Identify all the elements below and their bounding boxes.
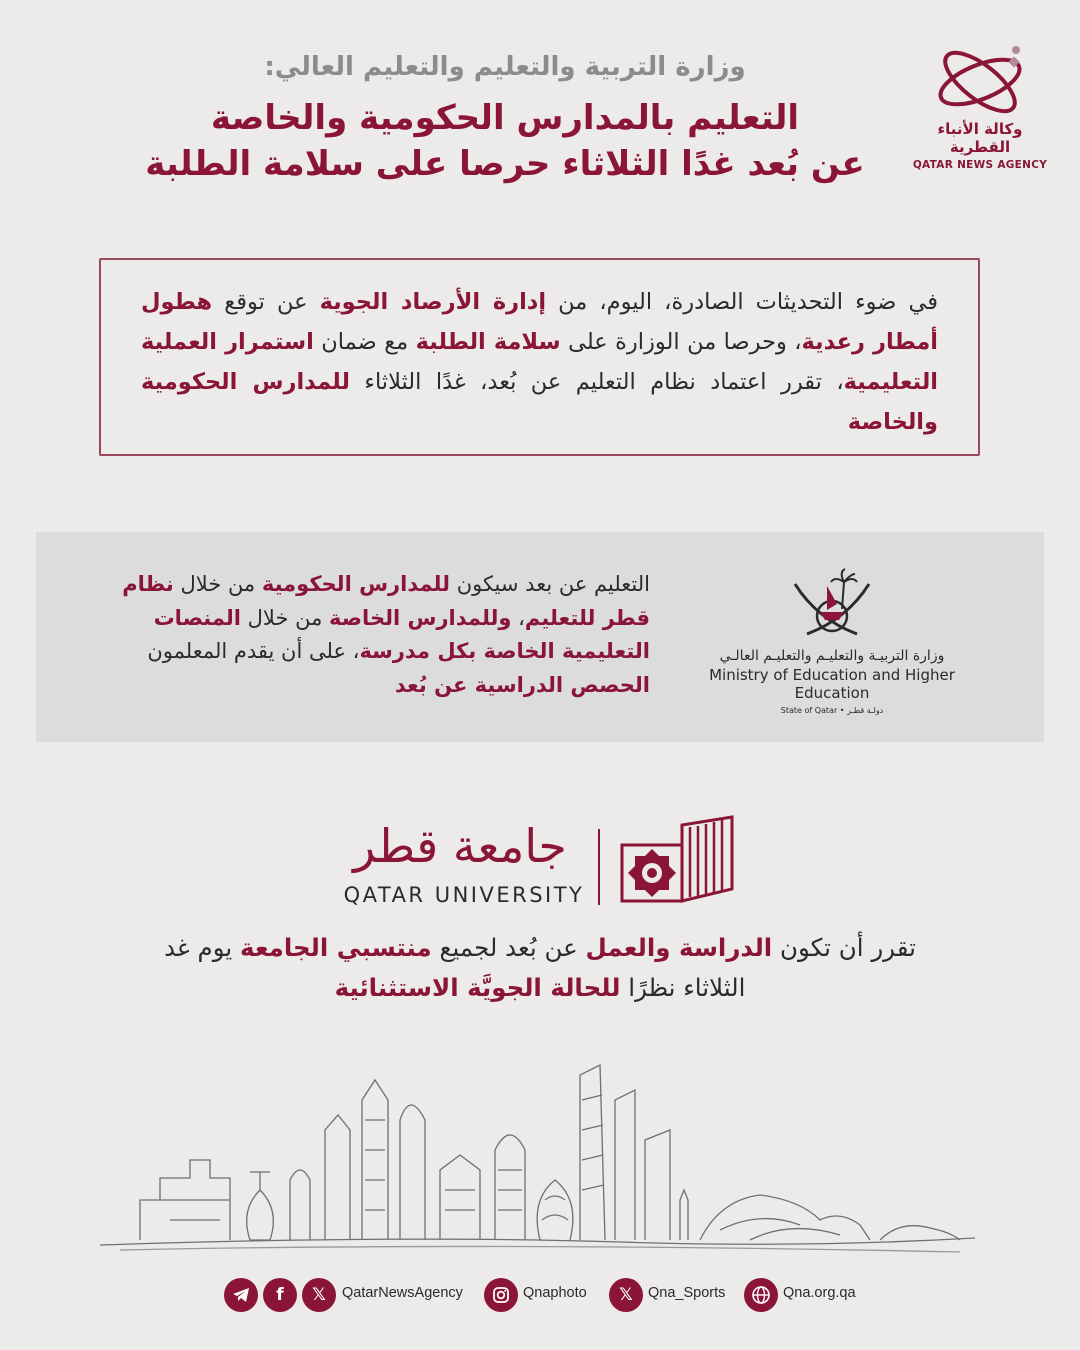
university-highlight: منتسبي الجامعة	[239, 933, 432, 962]
ministry-highlight: المنصات التعليمية الخاصة بكل مدرسة	[153, 605, 650, 664]
x-icon[interactable]: 𝕏	[302, 1278, 336, 1312]
instagram-icon[interactable]	[484, 1278, 518, 1312]
qu-emblem-icon	[620, 815, 740, 905]
handle-qnaphoto[interactable]: Qnaphoto	[523, 1285, 587, 1301]
box1-text: ، وحرصا من الوزارة على	[560, 329, 802, 356]
header	[120, 52, 890, 188]
box1-text: عن توقع	[212, 289, 320, 315]
ministry-highlight: الحصص الدراسية عن بُعد	[394, 672, 650, 697]
ministry-highlight: للمدارس الحكومية	[261, 572, 451, 596]
qna-logo	[905, 38, 1055, 171]
box1-text: مع ضمان	[313, 329, 416, 356]
header-title-line1: التعليم بالمدارس الحكومية والخاصة	[210, 98, 800, 138]
qna-arabic-name: وكالة الأنباء القطرية	[937, 120, 1023, 156]
qatar-emblem-icon	[787, 564, 877, 642]
qna-emblem-icon	[930, 38, 1030, 118]
ministry-logo	[672, 564, 992, 715]
ministry-text: ، على أن يقدم المعلمون	[147, 639, 360, 664]
university-text: يوم غد الثلاثاء نظرًا	[164, 933, 746, 1002]
ministry-text: من خلال	[173, 572, 262, 596]
header-subtitle: وزارة التربية والتعليم والتعليم العالي:	[264, 52, 746, 82]
doha-skyline-illustration	[100, 1060, 980, 1260]
university-highlight: للحالة الجويَّة الاستثنائية	[334, 972, 621, 1002]
announcement-text	[141, 282, 938, 442]
ministry-text: ،	[511, 605, 525, 630]
telegram-icon[interactable]	[224, 1278, 258, 1312]
handle-qna-sports[interactable]: Qna_Sports	[648, 1285, 726, 1301]
qna-english-name: QATAR NEWS AGENCY	[912, 159, 1048, 171]
ministry-text	[90, 568, 650, 702]
box1-highlight: إدارة الأرصاد الجوية	[319, 289, 547, 315]
state-of-qatar: State of Qatar • دولـة قطـر	[780, 706, 884, 715]
ministry-name-arabic: وزارة التربيـة والتعليـم والتعليـم العالـي	[719, 648, 945, 664]
box1-highlight: هطول أمطار رعدية	[141, 289, 938, 356]
x-icon[interactable]: 𝕏	[609, 1278, 643, 1312]
box1-highlight: للمدارس الحكومية والخاصة	[141, 369, 938, 436]
ministry-highlight: نظام قطر للتعليم	[122, 572, 650, 630]
qatar-university-logo	[330, 815, 750, 915]
university-text: عن بُعد لجميع	[431, 933, 586, 962]
box1-text: ، تقرر اعتماد نظام التعليم عن بُعد، غدًا الثلاثاء	[349, 369, 844, 396]
globe-icon[interactable]	[744, 1278, 778, 1312]
footer-social	[0, 1278, 1080, 1312]
facebook-icon[interactable]: f	[263, 1278, 297, 1312]
ministry-highlight: وللمدارس الخاصة	[329, 605, 512, 630]
announcement-box	[99, 258, 980, 456]
university-highlight: الدراسة والعمل	[585, 933, 773, 962]
university-text: تقرر أن تكون	[772, 933, 916, 962]
handle-qna-website[interactable]: Qna.org.qa	[783, 1285, 856, 1301]
header-title-line2: عن بُعد غدًا الثلاثاء حرصا على سلامة الطلبة	[145, 143, 865, 184]
university-text	[140, 928, 940, 1007]
qu-name-english: QATAR UNIVERSITY	[343, 883, 585, 907]
handle-qatarnewsagency[interactable]: QatarNewsAgency	[342, 1285, 463, 1301]
ministry-text: من خلال	[241, 605, 330, 630]
qu-name-arabic: جامعة قطر	[353, 819, 567, 873]
box1-highlight: استمرار العملية التعليمية	[141, 329, 938, 396]
ministry-name-english: Ministry of Education and Higher Education	[709, 666, 955, 702]
ministry-text-paragraph	[90, 568, 650, 702]
qu-divider	[598, 829, 600, 905]
ministry-text: التعليم عن بعد سيكون	[450, 572, 650, 596]
box1-highlight: سلامة الطلبة	[415, 329, 561, 356]
box1-text: في ضوء التحديثات الصادرة، اليوم، من	[546, 289, 938, 315]
university-text-paragraph	[140, 928, 940, 1007]
